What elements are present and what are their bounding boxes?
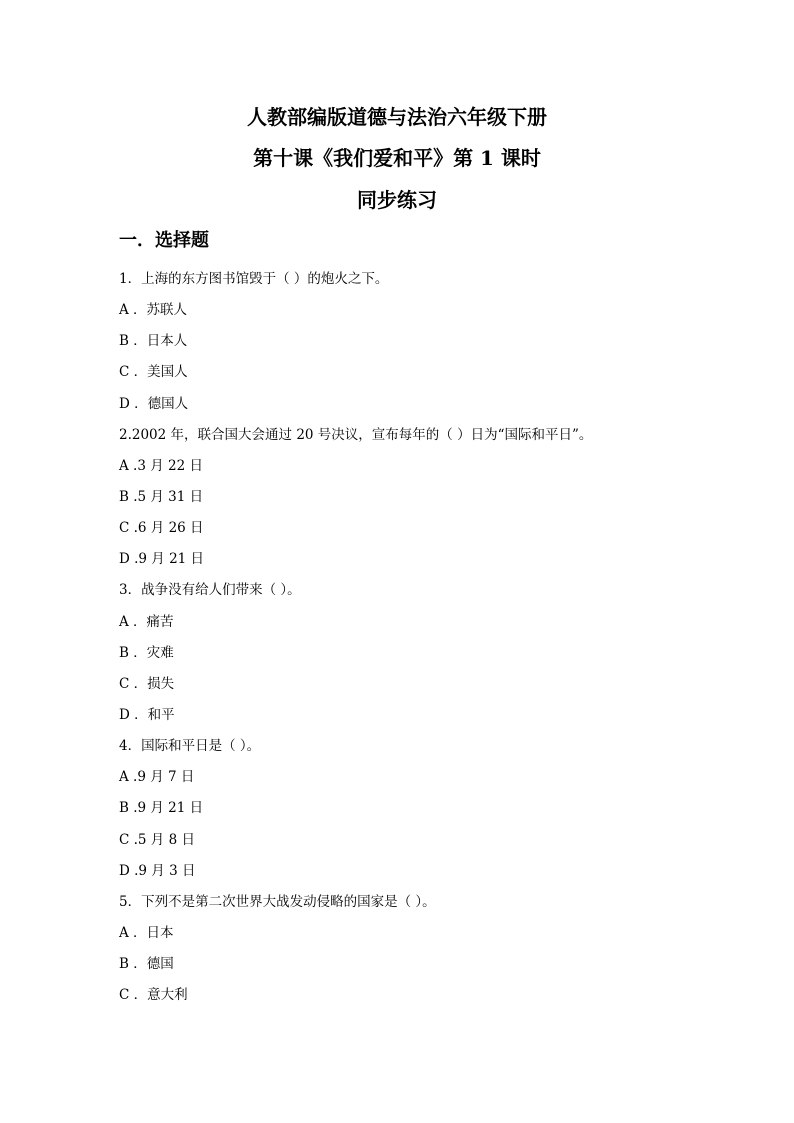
question-stem: 5．下列不是第二次世界大战发动侵略的国家是（ ）。 bbox=[119, 893, 436, 910]
option-c: C .6 月 26 日 bbox=[119, 520, 204, 537]
option-a: A .3 月 22 日 bbox=[119, 457, 203, 474]
option-c: C ．意大利 bbox=[119, 987, 188, 1004]
question-3 bbox=[119, 579, 719, 735]
option-a: A ．日本 bbox=[119, 924, 174, 941]
option-d: D ．和平 bbox=[119, 706, 175, 723]
question-list bbox=[119, 268, 719, 1015]
question-stem: 3．战争没有给人们带来（ ）。 bbox=[119, 582, 301, 599]
question-1 bbox=[119, 268, 719, 424]
question-5 bbox=[119, 891, 719, 1016]
option-b: B ．灾难 bbox=[119, 644, 174, 661]
section-heading-choice: 一．选择题 bbox=[119, 230, 209, 251]
question-2 bbox=[119, 424, 719, 580]
question-stem: 4．国际和平日是（ ）。 bbox=[119, 738, 261, 755]
option-b: B ．德国 bbox=[119, 956, 174, 973]
question-4 bbox=[119, 735, 719, 891]
question-stem: 2.2002 年，联合国大会通过 20 号决议，宣布每年的（ ）日为“国际和平日”。 bbox=[119, 426, 593, 443]
option-a: A .9 月 7 日 bbox=[119, 769, 195, 786]
exercise-title: 同步练习 bbox=[357, 188, 437, 212]
option-d: D .9 月 3 日 bbox=[119, 862, 196, 879]
option-d: D .9 月 21 日 bbox=[119, 551, 205, 568]
document-title: 人教部编版道德与法治六年级下册 bbox=[247, 105, 547, 129]
option-d: D ．德国人 bbox=[119, 395, 189, 412]
option-a: A ．苏联人 bbox=[119, 302, 188, 319]
lesson-title: 第十课《我们爱和平》第 1 课时 bbox=[253, 146, 541, 170]
option-b: B .9 月 21 日 bbox=[119, 800, 204, 817]
question-stem: 1．上海的东方图书馆毁于（ ）的炮火之下。 bbox=[119, 271, 389, 287]
option-c: C ．损失 bbox=[119, 675, 175, 692]
option-b: B .5 月 31 日 bbox=[119, 488, 204, 505]
option-b: B ．日本人 bbox=[119, 333, 188, 350]
option-c: C .5 月 8 日 bbox=[119, 831, 195, 848]
option-a: A ．痛苦 bbox=[119, 613, 174, 630]
option-c: C ．美国人 bbox=[119, 364, 188, 381]
